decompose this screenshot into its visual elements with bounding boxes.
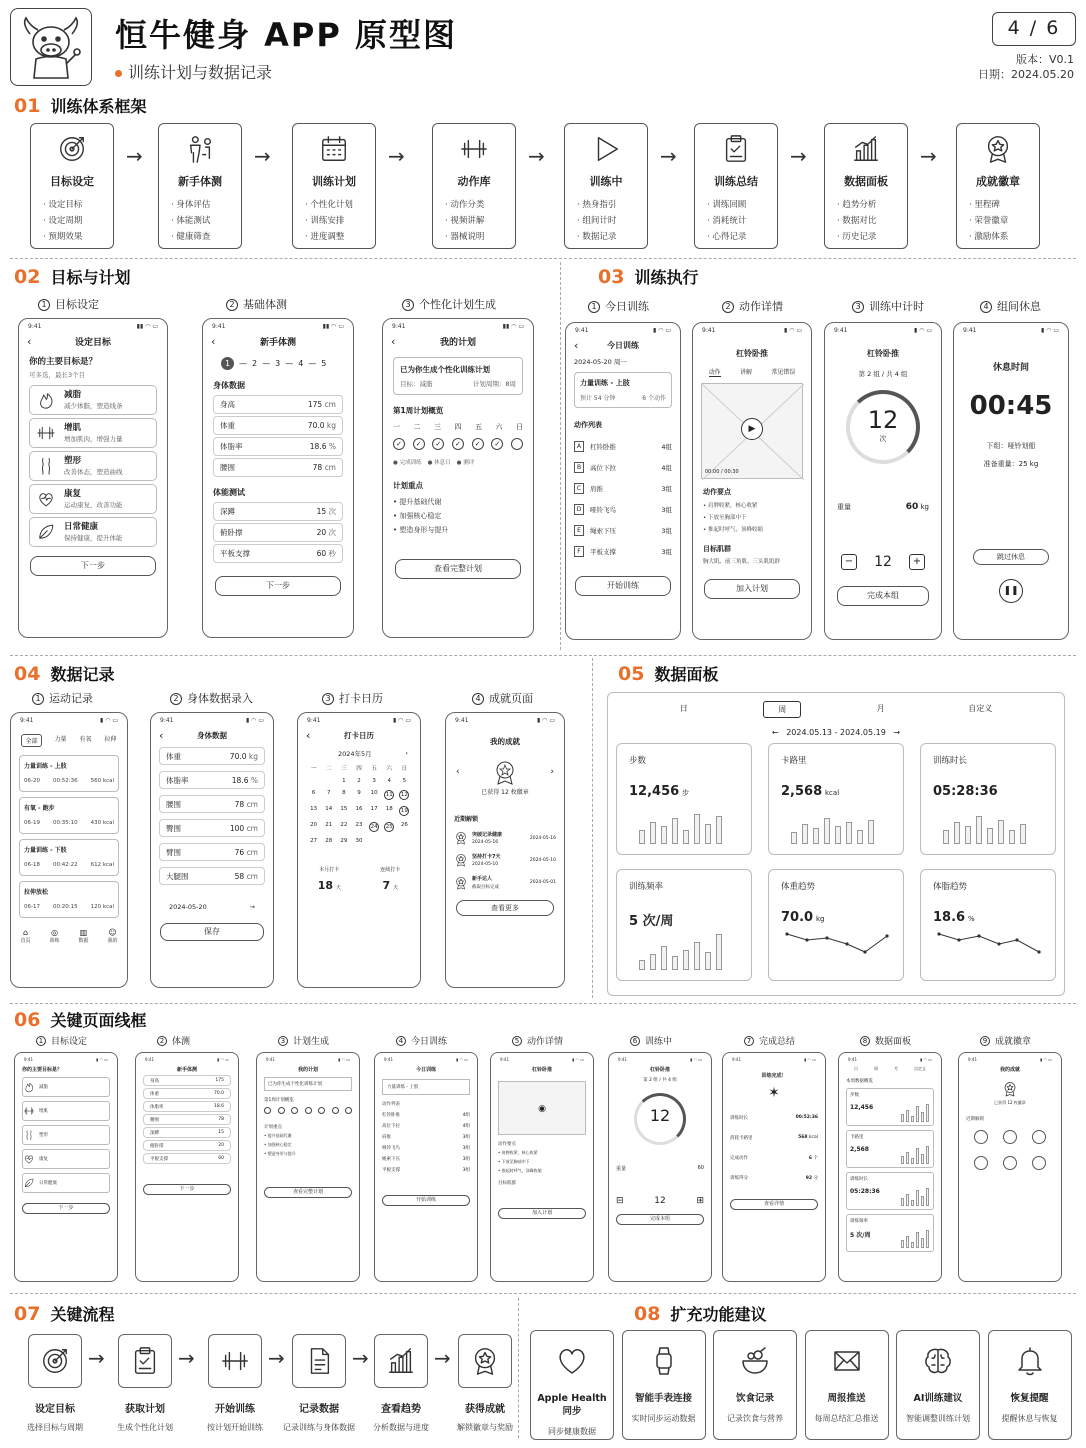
period-tab[interactable]: 自定义 <box>968 704 993 713</box>
arrow-right-icon: → <box>268 1346 285 1370</box>
arrow-right-icon: → <box>790 144 807 168</box>
exercise-item[interactable]: B 高位下拉 4组 <box>574 457 672 478</box>
minus-icon[interactable]: − <box>841 554 857 570</box>
metric-card[interactable]: 体脂趋势 18.6 % <box>920 869 1056 981</box>
back-icon[interactable]: ‹ <box>211 335 216 348</box>
phone-rest: 9:41 ▮ ◠ ▭ 休息时间 00:45 下组：哑铃划船 准备重量：25 kg 跳过休息 ❚❚ <box>953 322 1069 640</box>
dumbbell-icon <box>23 1105 35 1117</box>
badge-icon <box>454 876 468 890</box>
calendar-day[interactable]: 11 <box>385 792 393 798</box>
period-tab[interactable]: 日 <box>679 704 688 713</box>
video-player[interactable]: ▶ 00:00 / 00:30 <box>701 383 803 479</box>
dumbbell-icon <box>36 423 56 443</box>
record-card[interactable]: 力量训练 - 下肢 06-18 00:42:22 612 kcal <box>19 839 119 876</box>
exercise-item[interactable]: F 平板支撑 3组 <box>574 541 672 562</box>
record-card[interactable]: 力量训练 - 上肢 06-20 00:52:36 560 kcal <box>19 755 119 792</box>
calendar-day[interactable] <box>306 778 321 784</box>
wireframe-screen: 9:41 ▮ ◠ ▭ 你的主要目标是？ 减脂 增肌 塑形 康复 日常健康 下一步 <box>14 1052 118 1282</box>
goal-option[interactable]: 增肌 增加肌肉，增强力量 <box>29 418 157 448</box>
day-check-icon: ✓ <box>491 438 503 450</box>
bottom-nav-item[interactable]: ⌂ 首页 <box>20 928 31 944</box>
sub-detail: 2 动作详情 <box>722 298 783 314</box>
back-icon[interactable]: ‹ <box>306 729 311 742</box>
calendar-day[interactable]: 12 <box>400 792 408 798</box>
rehab-icon <box>23 1153 35 1165</box>
step-indicator: 1 — 2 — 3 — 4 — 5 <box>203 353 353 374</box>
calendar-day[interactable]: 30 <box>355 838 363 844</box>
watch-icon <box>648 1345 680 1377</box>
calendar-day[interactable]: 29 <box>340 838 348 844</box>
back-icon[interactable]: ‹ <box>27 335 32 348</box>
page-indicator: 4 / 6 <box>992 12 1076 46</box>
wireframe-screen: 9:41 ▮ ◠ ▭ 新手体测 身高 175 体重 70.0 体脂率 18.6 腰围 78 深蹲 15 俯卧撑 20 平板支撑 60 下一步 <box>135 1052 239 1282</box>
page-title: 恒牛健身 APP 原型图 <box>115 16 457 54</box>
data-field-row[interactable]: 大腿围 58 cm <box>159 867 265 885</box>
arrow-right-icon: → <box>660 144 677 168</box>
medal-icon <box>493 759 517 785</box>
arrow-right-icon: → <box>352 1346 369 1370</box>
calendar-day[interactable]: 23 <box>355 822 363 828</box>
dashboard-panel <box>607 692 1065 996</box>
badge-icon <box>454 853 468 867</box>
calendar-day[interactable] <box>321 778 336 784</box>
dumbbell-icon <box>220 1346 250 1376</box>
framework-card[interactable]: 新手体测 · 身体评估 · 体能测试 · 健康筛查 <box>158 123 242 249</box>
calendar-day[interactable]: 14 <box>325 806 333 812</box>
day-check-icon: ✓ <box>413 438 425 450</box>
date-range[interactable]: ← 2024.05.13 - 2024.05.19 → <box>771 728 901 737</box>
feature-suggestion-card[interactable]: 周报推送 每周总结汇总推送 <box>805 1330 889 1440</box>
calendar-day[interactable]: 13 <box>310 806 318 812</box>
calendar-day[interactable]: 17 <box>370 806 378 812</box>
clipboard-icon <box>130 1346 160 1376</box>
play-icon[interactable]: ▶ <box>741 418 763 440</box>
section-06-title: 06 关键页面线框 <box>14 1009 147 1031</box>
badge-item[interactable]: 突破记录健康 2024-05-16 2024-05-16 <box>454 831 556 845</box>
wireframe-screen: 9:41 ▮ ◠ ▭ 杠铃卧推 第 2 组 / 共 4 组 12 重量 60 ⊟ 12 ⊞ 完成本组 <box>608 1052 712 1282</box>
wireframe-screen: 9:41 ▮ ◠ ▭ 我的成就 已获得 12 枚徽章 近期解锁 <box>958 1052 1062 1282</box>
framework-card[interactable]: 训练计划 · 个性化计划 · 训练安排 · 进度调整 <box>292 123 376 249</box>
calendar-day[interactable]: 24 <box>370 824 378 830</box>
arrow-right-icon: → <box>528 144 545 168</box>
next-button[interactable]: 下一步 <box>30 556 156 576</box>
plus-icon[interactable]: + <box>909 554 925 570</box>
badge-item[interactable]: 坚持打卡7天 2024-05-10 2024-05-10 <box>454 853 556 867</box>
sub-test: 2 基础体测 <box>226 296 287 312</box>
leaf-icon <box>36 522 56 542</box>
bell-icon <box>1014 1345 1046 1377</box>
data-field-row[interactable]: 平板支撑 60 秒 <box>213 544 343 563</box>
period-tab[interactable]: 月 <box>876 704 885 713</box>
framework-card[interactable]: 训练总结 · 训练回顾 · 消耗统计 · 心得记录 <box>694 123 778 249</box>
play-icon <box>591 134 621 164</box>
period-tab[interactable]: 周 <box>763 701 801 718</box>
filter-tab[interactable]: 拉伸 <box>104 736 117 743</box>
calendar-day[interactable] <box>382 838 397 844</box>
goal-option[interactable]: 康复 运动康复，改善功能 <box>29 484 157 514</box>
back-icon[interactable]: ‹ <box>574 339 579 352</box>
phone-exercise-detail: 9:41 ▮ ◠ ▭ 杠铃卧推 动作 讲解 常见错误 ▶ 00:00 / 00:30 动作要点 • 肩胛收紧，核心收紧 • 下放至胸部中下 • 推起时呼气，顶峰收缩 目标肌群 胸大肌、前三角肌、三头肌肌群 加入计划 <box>692 322 812 640</box>
rep-counter-ring: 12 次 <box>846 390 920 464</box>
arrow-right-icon: → <box>178 1346 195 1370</box>
wireframe-screen: 9:41 ▮ ◠ ▭ 杠铃卧推 ◉ 动作要点 • 肩胛收紧，核心收紧 • 下放至胸部中下 • 推起时呼气，顶峰收缩 目标肌群 加入计划 <box>490 1052 594 1282</box>
section-02-title: 02 目标与计划 <box>14 266 131 288</box>
document-icon <box>304 1346 334 1376</box>
pause-icon[interactable]: ❚❚ <box>999 579 1023 603</box>
exercise-item[interactable]: E 绳索下压 3组 <box>574 520 672 541</box>
filter-tab[interactable]: 有氧 <box>79 736 92 743</box>
fat-icon <box>36 390 56 410</box>
flow-step[interactable]: 设定目标 选择目标与周期 <box>14 1334 96 1433</box>
calendar-icon <box>319 134 349 164</box>
calendar-day[interactable]: 22 <box>340 822 348 828</box>
shape-icon <box>36 456 56 476</box>
metric-card[interactable]: 卡路里 2,568 kcal <box>768 743 904 855</box>
section-05-title: 05 数据面板 <box>618 663 719 685</box>
phone-goal-setting: 9:41 ▮▮ ◠ ▭ ‹ 设定目标 你的主要目标是？ 可多选，最长3个目 减脂 减少体脂，塑造线条 增肌 增加肌肉，增强力量 塑形 改善体态，塑造曲线 康复 运动康复，改善功能 日常健康 保持健康，提升体能 下一步 <box>18 318 168 638</box>
calendar-day[interactable]: 20 <box>310 822 318 828</box>
fat-icon <box>23 1081 35 1093</box>
framework-card[interactable]: 动作库 · 动作分类 · 视频讲解 · 器械说明 <box>432 123 516 249</box>
start-training-button[interactable]: 开始训练 <box>575 576 671 596</box>
wireframe-screen: 9:41 ▮ ◠ ▭ 日 周 月 自定义 本周数据概览 步数 12,456 卡路里 2,568 训练时长 05:28:36 训练频率 5 次/周 <box>838 1052 942 1282</box>
wireframe-screen: 9:41 ▮ ◠ ▭ 训练完成！ ✶ 训练时长 00:52:36 消耗卡路里 568 kcal 完成动作 6 个 训练得分 92 分 查看详情 <box>722 1052 826 1282</box>
feature-suggestion-card[interactable]: 饮食记录 记录饮食与营养 <box>713 1330 797 1440</box>
phone-body-data: 9:41 ▮ ◠ ▭ ‹ 身体数据 体重 70.0 kg 体脂率 18.6 % 腰围 78 cm 臀围 100 cm 臂围 76 cm 大腿围 58 cm 2024-05-20 → 保存 <box>150 712 274 988</box>
bottom-nav-item[interactable]: ☺ 我的 <box>107 928 118 944</box>
bar-chart-icon <box>851 134 881 164</box>
calendar-day[interactable]: 7 <box>326 790 331 796</box>
section-03-title: 03 训练执行 <box>598 266 699 288</box>
section-04-title: 04 数据记录 <box>14 663 115 685</box>
leaf-icon <box>23 1177 35 1189</box>
day-check-icon: ✓ <box>452 438 464 450</box>
skip-rest-button[interactable]: 跳过休息 <box>973 549 1049 565</box>
flow-step[interactable]: 开始训练 按计划开始训练 <box>194 1334 276 1433</box>
calendar-day[interactable]: 21 <box>325 822 333 828</box>
back-icon[interactable]: ‹ <box>391 335 396 348</box>
rep-stepper[interactable]: − 12 + <box>841 554 925 570</box>
flow-step[interactable]: 记录数据 记录训练与身体数据 <box>278 1334 360 1433</box>
day-check-icon: ✓ <box>472 438 484 450</box>
feature-suggestion-card[interactable]: 恢复提醒 提醒休息与恢复 <box>988 1330 1072 1440</box>
calendar-day[interactable] <box>367 838 382 844</box>
view-more-button[interactable]: 查看更多 <box>456 900 554 916</box>
metric-card[interactable]: 训练时长 05:28:36 <box>920 743 1056 855</box>
day-check-icon <box>511 438 523 450</box>
app-logo <box>10 8 92 86</box>
version-info: 版本：V0.1 日期：2024.05.20 <box>978 53 1074 81</box>
data-field-row[interactable]: 体重 70.0 kg <box>213 416 343 435</box>
dumbbell-icon <box>459 134 489 164</box>
exercise-item[interactable]: C 肩推 3组 <box>574 478 672 499</box>
framework-card[interactable]: 训练中 · 热身指引 · 组间计时 · 数据记录 <box>564 123 648 249</box>
flow-step[interactable]: 获取计划 生成个性化计划 <box>104 1334 186 1433</box>
calendar-day[interactable] <box>397 838 412 844</box>
calendar-day[interactable]: 15 <box>340 806 348 812</box>
framework-card[interactable]: 成就徽章 · 里程碑 · 荣誉徽章 · 激励体系 <box>956 123 1040 249</box>
badge-icon <box>1002 1081 1018 1097</box>
view-full-plan-button[interactable]: 查看完整计划 <box>395 559 521 579</box>
framework-card[interactable]: 数据面板 · 趋势分析 · 数据对比 · 历史记录 <box>824 123 908 249</box>
record-card[interactable]: 有氧 - 跑步 06-19 00:35:10 430 kcal <box>19 797 119 834</box>
plan-banner: 已为你生成个性化训练计划 目标：减脂 计划周期：8周 <box>393 357 523 395</box>
metric-card[interactable]: 体重趋势 70.0 kg <box>768 869 904 981</box>
calendar-day[interactable]: 27 <box>310 838 318 844</box>
phone-workout-records: 9:41 ▮ ◠ ▭ 全部 力量 有氧 拉伸 力量训练 - 上肢 06-20 00:52:36 560 kcal 有氧 - 跑步 06-19 00:35:10 430 kcal 力量训练 - 下肢 06-18 00:42:22 612 kcal 拉伸放松 06-17 00:20:15 120 kcal ⌂ 首页 ◎ 训练 ▥ 数据 ☺ 我的 <box>10 712 128 988</box>
feature-suggestion-card[interactable]: AI训练建议 智能调整训练计划 <box>896 1330 980 1440</box>
add-to-plan-button[interactable]: 加入计划 <box>704 579 800 599</box>
sub-goal: 1 目标设定 <box>38 296 99 312</box>
target-icon <box>57 134 87 164</box>
section-07-title: 07 关键流程 <box>14 1303 115 1325</box>
data-field-row[interactable]: 身高 175 cm <box>213 395 343 414</box>
data-field-row[interactable]: 体脂率 18.6 % <box>213 437 343 456</box>
calendar-day[interactable]: 3 <box>372 778 376 784</box>
mail-icon <box>831 1345 863 1377</box>
calendar-day[interactable]: 28 <box>325 838 333 844</box>
calendar-day[interactable]: 6 <box>311 790 316 796</box>
filter-tab[interactable]: 力量 <box>54 736 67 743</box>
calendar-day[interactable]: 5 <box>402 778 407 784</box>
phone-achievements: 9:41 ▮ ◠ ▭ 我的成就 ‹ › 已获得 12 枚徽章 近期解锁 突破记录健康 2024-05-16 2024-05-16 坚持打卡7天 2024-05-10 2024-05-10 新手达人 截取目标完成 2024-05-01 查看更多 <box>445 712 565 988</box>
sub-plan: 3 个性化计划生成 <box>402 296 496 312</box>
calendar-day[interactable]: 26 <box>400 822 408 828</box>
calendar-day[interactable]: 19 <box>400 808 408 814</box>
brain-icon <box>922 1345 954 1377</box>
calendar-day[interactable]: 8 <box>342 790 346 796</box>
record-card[interactable]: 拉伸放松 06-17 00:20:15 120 kcal <box>19 881 119 918</box>
badge-icon <box>454 831 468 845</box>
calendar-day[interactable]: 16 <box>355 806 363 812</box>
bottom-nav-item[interactable]: ▥ 数据 <box>78 928 89 944</box>
data-field-row[interactable]: 俯卧撑 20 次 <box>213 523 343 542</box>
metric-card[interactable]: 步数 12,456 步 <box>616 743 752 855</box>
next-button[interactable]: 下一步 <box>215 576 341 596</box>
phone-body-test: 9:41 ▮▮ ◠ ▭ ‹ 新手体测 1 — 2 — 3 — 4 — 5 身体数据 身高 175 cm 体重 70.0 kg 体脂率 18.6 % 腰围 78 cm 体能测试 深蹲 15 次 俯卧撑 20 次 平板支撑 60 秒 下一步 <box>202 318 354 638</box>
filter-tab[interactable]: 全部 <box>21 734 41 747</box>
data-field-row[interactable]: 深蹲 15 次 <box>213 502 343 521</box>
badge-icon <box>470 1346 500 1376</box>
sub-today: 1 今日训练 <box>588 298 649 314</box>
flow-step[interactable]: 获得成就 解锁徽章与奖励 <box>444 1334 526 1433</box>
calendar-day[interactable]: 9 <box>357 790 361 796</box>
feature-suggestion-card[interactable]: Apple Health 同步 同步健康数据 <box>530 1330 614 1440</box>
arrow-right-icon: → <box>88 1346 105 1370</box>
day-check-icon: ✓ <box>393 438 405 450</box>
arrow-right-icon: → <box>920 144 937 168</box>
arrow-right-icon: → <box>434 1346 451 1370</box>
arrow-right-icon: → <box>388 144 405 168</box>
rehab-icon <box>36 489 56 509</box>
data-field-row[interactable]: 臀围 100 cm <box>159 819 265 837</box>
heart-icon <box>556 1345 588 1377</box>
calendar-day[interactable]: 4 <box>387 778 392 784</box>
calendar-day[interactable]: 1 <box>342 778 346 784</box>
exercise-item[interactable]: D 哑铃飞鸟 3组 <box>574 499 672 520</box>
calendar-day[interactable]: 2 <box>357 778 361 784</box>
arrow-right-icon: → <box>254 144 271 168</box>
data-field-row[interactable]: 臂围 76 cm <box>159 843 265 861</box>
page-subtitle: 训练计划与数据记录 <box>115 60 272 83</box>
body-test-icon <box>185 134 215 164</box>
bottom-nav-item[interactable]: ◎ 训练 <box>49 928 60 944</box>
phone-today-training: 9:41 ▮ ◠ ▭ ‹ 今日训练 2024-05-20 周一 力量训练 - 上肢 预计 54 分钟 6 个动作 动作列表 A 杠铃卧推 4组 B 高位下拉 4组 C 肩推 3组 D 哑铃飞鸟 3组 E 绳索下压 3组 F 平板支撑 3组 开始训练 <box>565 322 681 640</box>
badge-icon <box>983 134 1013 164</box>
shape-icon <box>23 1129 35 1141</box>
complete-set-button[interactable]: 完成本组 <box>837 586 929 606</box>
wireframe-screen: 9:41 ▮ ◠ ▭ 我的计划 已为你生成个性化训练计划 第1周计划概览 计划重点 • 提升基础代谢 • 加强核心稳定 • 塑造身形与提升 查看完整计划 <box>256 1052 360 1282</box>
calendar-day[interactable]: 25 <box>385 824 393 830</box>
bull-mascot-icon <box>16 14 86 80</box>
section-01-title: 01 训练体系框架 <box>14 95 147 117</box>
clipboard-icon <box>721 134 751 164</box>
badge-item[interactable]: 新手达人 截取目标完成 2024-05-01 <box>454 875 556 890</box>
calendar-day[interactable]: 18 <box>385 806 393 812</box>
flow-step[interactable]: 查看趋势 分析数据与进度 <box>360 1334 442 1433</box>
day-check-icon: ✓ <box>432 438 444 450</box>
data-field-row[interactable]: 体脂率 18.6 % <box>159 771 265 789</box>
framework-card[interactable]: 目标设定 · 设定目标 · 设定周期 · 预期效果 <box>30 123 114 249</box>
arrow-right-icon: → <box>126 144 143 168</box>
data-field-row[interactable]: 体重 70.0 kg <box>159 747 265 765</box>
metric-card[interactable]: 训练频率 5 次/周 <box>616 869 752 981</box>
data-field-row[interactable]: 腰围 78 cm <box>159 795 265 813</box>
sub-rest: 4 组间休息 <box>980 298 1041 314</box>
target-icon <box>40 1346 70 1376</box>
sub-timer: 3 训练中计时 <box>852 298 924 314</box>
back-icon[interactable]: ‹ <box>159 729 164 742</box>
save-button[interactable]: 保存 <box>160 923 264 941</box>
bowl-icon <box>739 1345 771 1377</box>
goal-option[interactable]: 塑形 改善体态，塑造曲线 <box>29 451 157 481</box>
phone-checkin-calendar: 9:41 ▮ ◠ ▭ ‹ 打卡日历 2024年5月 › 一 二 三 四 五 六 日 1 2 3 4 5 6 7 8 9 10 11 12 13 14 15 16 17 18 19 20 21 22 23 24 25 26 27 28 29 30 本月打卡 18 天 连续打卡 7 天 <box>297 712 421 988</box>
bar-chart-icon <box>386 1346 416 1376</box>
phone-plan: 9:41 ▮▮ ◠ ▭ ‹ 我的计划 已为你生成个性化训练计划 目标：减脂 计划周期：8周 第1周计划概览 一 二 三 四 五 六 日 ✓ ✓ ✓ ✓ ✓ ✓ ● 完成训练 ● 休息日 ● 测评 计划重点 • 提升基础代谢 • 加强核心稳定 • 塑造身形与提升 查看完整计划 <box>382 318 534 638</box>
goal-option[interactable]: 减脂 减少体脂，塑造线条 <box>29 385 157 415</box>
calendar-day[interactable]: 10 <box>370 790 378 796</box>
data-field-row[interactable]: 腰围 78 cm <box>213 458 343 477</box>
feature-suggestion-card[interactable]: 智能手表连接 实时同步运动数据 <box>622 1330 706 1440</box>
phone-training-timer: 9:41 ▮ ◠ ▭ 杠铃卧推 第 2 组 / 共 4 组 12 次 重量 60 kg − 12 + 完成本组 <box>824 322 942 640</box>
section-08-title: 08 扩充功能建议 <box>634 1303 767 1325</box>
wireframe-screen: 9:41 ▮ ◠ ▭ 今日训练 力量训练 - 上肢 动作列表 杠铃卧推 4组 高位下拉 4组 肩推 3组 哑铃飞鸟 3组 绳索下压 3组 平板支撑 3组 开始训练 <box>374 1052 478 1282</box>
goal-option[interactable]: 日常健康 保持健康，提升体能 <box>29 517 157 547</box>
exercise-item[interactable]: A 杠铃卧推 4组 <box>574 436 672 457</box>
